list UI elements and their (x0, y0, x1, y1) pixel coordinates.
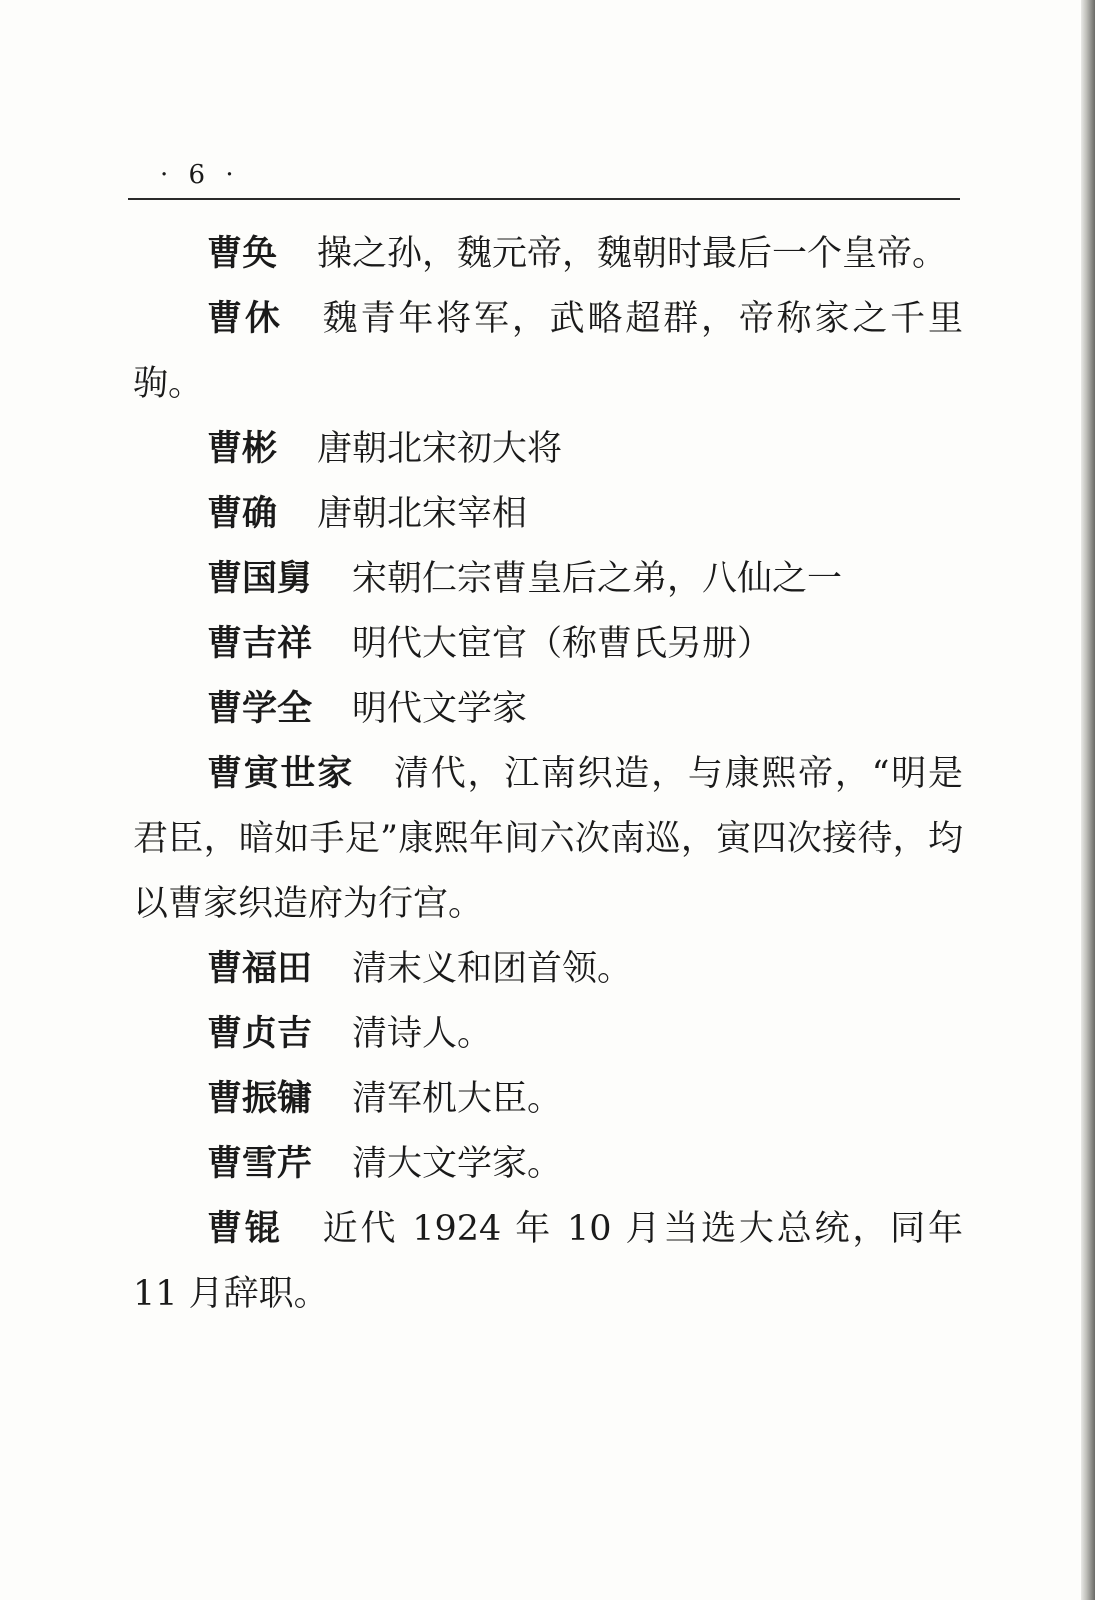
entry-name: 曹休 (207, 299, 283, 339)
entry (133, 547, 963, 612)
entry (133, 742, 963, 937)
page-edge-shadow (1081, 0, 1095, 1600)
entry (133, 937, 963, 1002)
entry-description: 清军机大臣。 (352, 1079, 563, 1119)
entry-name: 曹福田 (207, 949, 313, 989)
entry-description: 明代大宦官（称曹氏另册） (352, 624, 773, 664)
entry-description: 近代 1924 年 10 月当选大总统，同年 11 月辞职。 (133, 1209, 963, 1314)
entry (133, 1197, 963, 1327)
entry-name: 曹学全 (207, 689, 313, 729)
entry-name: 曹寅世家 (207, 754, 354, 794)
entry-name: 曹确 (207, 494, 278, 534)
entry-name: 曹振镛 (207, 1079, 313, 1119)
entry (133, 417, 963, 482)
header-rule (128, 198, 960, 200)
entry (133, 287, 963, 417)
entry-list (133, 222, 963, 1327)
entry (133, 482, 963, 547)
entry (133, 222, 963, 287)
entry (133, 677, 963, 742)
entry-description: 明代文学家 (352, 689, 528, 729)
entry (133, 1002, 963, 1067)
entry-description: 清诗人。 (352, 1014, 493, 1054)
entry-name: 曹吉祥 (207, 624, 313, 664)
page-number: · 6 · (160, 160, 240, 190)
entry-description: 清末义和团首领。 (352, 949, 633, 989)
entry-description: 唐朝北宋初大将 (317, 429, 563, 469)
entry-description: 清代，江南织造，与康熙帝，“明是君臣，暗如手足”康熙年间六次南巡，寅四次接待，均以曹家织造府为行宫。 (133, 754, 963, 924)
entry-name: 曹奂 (207, 234, 278, 274)
entry-name: 曹彬 (207, 429, 278, 469)
entry-description: 清大文学家。 (352, 1144, 563, 1184)
entry-description: 魏青年将军，武略超群，帝称家之千里驹。 (133, 299, 963, 404)
entry-name: 曹国舅 (207, 559, 313, 599)
entry-name: 曹雪芹 (207, 1144, 313, 1184)
entry (133, 612, 963, 677)
entry-description: 唐朝北宋宰相 (317, 494, 528, 534)
entry-description: 操之孙，魏元帝，魏朝时最后一个皇帝。 (317, 234, 948, 274)
entry-description: 宋朝仁宗曹皇后之弟，八仙之一 (352, 559, 843, 599)
entry (133, 1132, 963, 1197)
entry (133, 1067, 963, 1132)
entry-name: 曹贞吉 (207, 1014, 313, 1054)
entry-name: 曹锟 (207, 1209, 283, 1249)
